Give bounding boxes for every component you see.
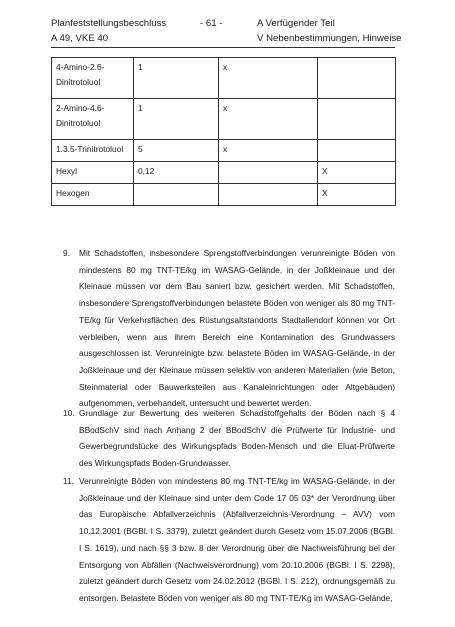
table-row — [52, 140, 396, 162]
substance-name: 4-Amino-2.6-Dinitrotoluol — [52, 58, 134, 99]
item-number: 9. — [63, 248, 70, 258]
item-text: Grundlage zur Bewertung des weiteren Schadstoffgehalts der Böden nach § 4 BBodSchV sind nach Anhang 2 der BBodSchV die Prüfwerte für Industrie- und Gewerbegrundstücke des Wirkungspfads Boden-Mensch und die Eluat-Prüfwerte des Wirkungspfads Boden-Grundwasser. — [79, 408, 395, 469]
item-number: 10. — [63, 408, 75, 418]
list-item — [51, 245, 395, 412]
table-row — [52, 184, 396, 206]
limit-value: 5 — [134, 140, 219, 162]
substance-name: 1.3.5-Trinitrotoluol — [52, 140, 134, 162]
mark-cell — [219, 162, 318, 184]
mark-cell: x — [219, 140, 318, 162]
header-section: V Nebenbestimmungen, Hinweise — [257, 33, 402, 44]
document-title: Planfeststellungsbeschluss — [51, 18, 167, 29]
mark-cell — [318, 58, 396, 99]
substance-name: Hexyl — [52, 162, 134, 184]
header-divider — [51, 47, 395, 48]
mark-cell — [219, 184, 318, 206]
mark-cell: X — [318, 184, 396, 206]
table-row — [52, 162, 396, 184]
substance-name: Hexogen — [52, 184, 134, 206]
limit-value: 0,12 — [134, 162, 219, 184]
item-text: Mit Schadstoffen, insbesondere Sprengstoffverbindungen verunreinigte Böden von mindestens 80 mg TNT-TE/kg im WASAG-Gelände, in der Joßkleinaue und der Kleinaue müssen vor dem Bau saniert bzw. gesichert werden. Mit Schadstoffen, insbesondere Sprengstoffverbindungen belastete Böden von weniger als 80 mg TNT-TE/kg für Verkehrsflächen des Rüstungsaltstandorts Stadtallendorf können vor Ort verbleiben, wenn aus ihrem Bereich eine Kontamination des Grundwassers ausgeschlossen ist. Verunreinigte bzw. belastete Böden im WASAG-Gelände, in der Joßkleinaue und der Kleinaue müssen selektiv von anderen Materialien (wie Beton, Steinmaterial oder Bauwerksteilen aus Kanaleinrichtungen oder Altgebäuden) aufgenommen, verbehandelt, untersucht und bewertet werden. — [79, 248, 395, 409]
mark-cell: x — [219, 99, 318, 140]
project-code: A 49, VKE 40 — [51, 33, 109, 44]
substance-name: 2-Amino-4.6-Dinitrotoluol — [52, 99, 134, 140]
header-part: A Verfügender Teil — [257, 18, 335, 29]
item-text: Verunreinigte Böden von mindestens 80 mg TNT-TE/kg im WASAG-Gelände, in der Joßkleinaue und der Kleinaue sind unter dem Code 17 05 03* der Verordnung über das Europäische Abfallverzeichnis (Abfallverzeichnis-Verordnung – AVV) vom 10.12.2001 (BGBl. I S. 3379), zuletzt geändert durch Gesetz vom 15.07.2006 (BGBl. I S. 1619), und nach §§ 3 bzw. 8 der Verordnung über die Nachweisführung bei der Entsorgung von Abfällen (Nachweisverordnung) vom 20.10.2006 (BGBl. I S. 2298), zuletzt geändert durch Gesetz vom 24.02.2012 (BGBl. I S. 212), ordnungsgemäß zu entsorgen. Belastete Böden von weniger als 80 mg TNT-TE/Kg im WASAG-Gelände, — [79, 476, 395, 603]
substance-table — [51, 57, 396, 206]
table-row — [52, 99, 396, 140]
limit-value: 1 — [134, 99, 219, 140]
list-item — [51, 473, 395, 607]
page-number: - 61 - — [200, 18, 223, 29]
list-item — [51, 405, 395, 472]
limit-value — [134, 184, 219, 206]
mark-cell — [318, 140, 396, 162]
mark-cell: X — [318, 162, 396, 184]
table-row — [52, 58, 396, 99]
limit-value: 1 — [134, 58, 219, 99]
item-number: 11. — [63, 476, 74, 486]
mark-cell — [318, 99, 396, 140]
mark-cell: x — [219, 58, 318, 99]
